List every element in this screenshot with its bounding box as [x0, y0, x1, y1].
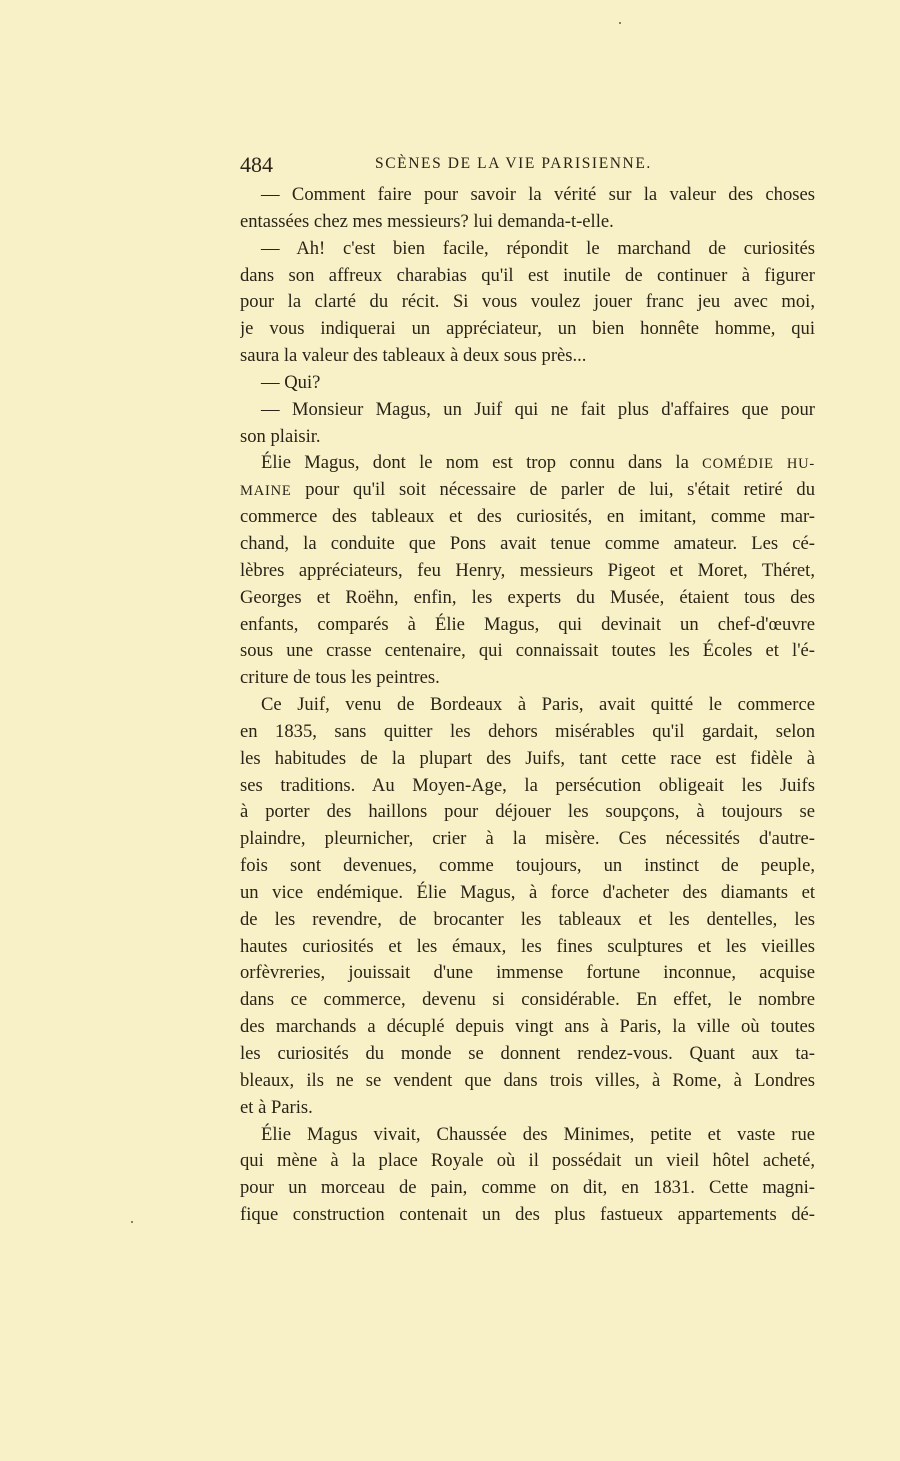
line-text: Ce Juif, venu de Bordeaux à Paris, avait quitté le commerce: [261, 694, 815, 716]
line-text: hautes curiosités et les émaux, les fines sculptures et les vieilles: [240, 935, 815, 957]
text-line: [240, 289, 815, 316]
page-header: [240, 152, 815, 178]
line-text: orfèvreries, jouissait d'une immense fortune inconnue, acquise: [240, 962, 815, 984]
text-line: [240, 504, 815, 531]
text-line: [240, 1041, 815, 1068]
text-line: [240, 531, 815, 558]
line-text: un vice endémique. Élie Magus, à force d'acheter des diamants et: [240, 881, 815, 903]
scan-speck: [619, 22, 621, 24]
text-line: [240, 450, 815, 477]
text-line: [240, 773, 815, 800]
text-line: [240, 612, 815, 639]
text-line: [240, 1014, 815, 1041]
text-line: [240, 719, 815, 746]
text-line: [240, 826, 815, 853]
line-text: — Comment faire pour savoir la vérité sur la valeur des choses: [261, 184, 815, 205]
line-text: et à Paris.: [240, 1096, 313, 1118]
text-line: [240, 343, 815, 370]
line-text: chand, la conduite que Pons avait tenue comme amateur. Les cé-: [240, 532, 815, 554]
text-line: [240, 907, 815, 934]
text-line: [240, 880, 815, 907]
line-text: pour un morceau de pain, comme on dit, en 1831. Cette magni-: [240, 1177, 815, 1199]
line-text: je vous indiquerai un appréciateur, un bien honnête homme, qui: [240, 318, 815, 340]
line-text: son plaisir.: [240, 425, 321, 447]
page-number: 484: [240, 152, 273, 177]
text-line: [240, 397, 815, 424]
small-caps-text: COMÉDIE HU-: [702, 456, 815, 473]
text-line: [240, 263, 815, 290]
text-line: [240, 1175, 815, 1202]
text-line: [240, 477, 815, 504]
line-text: qui mène à la place Royale où il possédait un vieil hôtel acheté,: [240, 1150, 815, 1172]
text-line: [240, 638, 815, 665]
text-line: [240, 934, 815, 961]
text-line: [240, 1148, 815, 1175]
body-text: [240, 182, 815, 1229]
line-text: entassées chez mes messieurs? lui demanda-t-elle.: [240, 210, 614, 232]
text-line: [240, 1095, 815, 1122]
text-line: [240, 182, 815, 209]
text-line: [240, 316, 815, 343]
line-text: à porter des haillons pour déjouer les soupçons, à toujours se: [240, 801, 815, 823]
line-text: dans ce commerce, devenu si considérable. En effet, le nombre: [240, 989, 815, 1011]
line-text: commerce des tableaux et des curiosités, en imitant, comme mar-: [240, 506, 815, 528]
line-text: — Monsieur Magus, un Juif qui ne fait plus d'affaires que pour: [261, 398, 815, 420]
text-line: [240, 960, 815, 987]
line-text: enfants, comparés à Élie Magus, qui devinait un chef-d'œuvre: [240, 613, 815, 635]
line-text: les curiosités du monde se donnent rendez-vous. Quant aux ta-: [240, 1043, 815, 1064]
line-text: bleaux, ils ne se vendent que dans trois villes, à Rome, à Londres: [240, 1069, 815, 1091]
text-line: [240, 370, 815, 397]
line-text: fois sont devenues, comme toujours, un instinct de peuple,: [240, 855, 815, 877]
line-text: sous une crasse centenaire, qui connaissait toutes les Écoles et l'é-: [240, 640, 815, 662]
text-line: [240, 585, 815, 612]
text-line: [240, 799, 815, 826]
text-line: [240, 853, 815, 880]
line-text: dans son affreux charabias qu'il est inutile de continuer à figurer: [240, 264, 815, 286]
scan-speck: [131, 1221, 133, 1223]
line-text: plaindre, pleurnicher, crier à la misère. Ces nécessités d'autre-: [240, 828, 815, 850]
line-text: Élie Magus vivait, Chaussée des Minimes, petite et vaste rue: [261, 1123, 815, 1145]
line-text: — Ah! c'est bien facile, répondit le marchand de curiosités: [261, 237, 815, 259]
line-text: de les revendre, de brocanter les tableaux et les dentelles, les: [240, 908, 815, 930]
line-text: saura la valeur des tableaux à deux sous près...: [240, 345, 587, 367]
line-text: Georges et Roëhn, enfin, les experts du Musée, étaient tous des: [240, 586, 815, 608]
line-text: des marchands a décuplé depuis vingt ans à Paris, la ville où toutes: [240, 1016, 815, 1038]
text-line: [240, 558, 815, 585]
small-caps-text: MAINE: [240, 483, 292, 500]
line-text: fique construction contenait un des plus fastueux appartements dé-: [240, 1204, 815, 1226]
line-text: pour qu'il soit nécessaire de parler de lui, s'était retiré du: [291, 479, 815, 501]
line-text: lèbres appréciateurs, feu Henry, messieurs Pigeot et Moret, Théret,: [240, 559, 815, 581]
text-line: [240, 692, 815, 719]
running-title: SCÈNES DE LA VIE PARISIENNE.: [375, 155, 652, 172]
text-line: [240, 665, 815, 692]
line-text: ses traditions. Au Moyen-Age, la persécution obligeait les Juifs: [240, 774, 815, 796]
text-line: [240, 746, 815, 773]
text-line: [240, 209, 815, 236]
text-line: [240, 987, 815, 1014]
text-line: [240, 1122, 815, 1149]
text-line: [240, 1202, 815, 1229]
text-line: [240, 1068, 815, 1095]
line-text: Élie Magus, dont le nom est trop connu dans la: [261, 452, 703, 474]
line-text: en 1835, sans quitter les dehors misérables qu'il gardait, selon: [240, 720, 815, 742]
text-line: [240, 424, 815, 451]
line-text: — Qui?: [261, 371, 321, 393]
text-line: [240, 236, 815, 263]
line-text: pour la clarté du récit. Si vous voulez jouer franc jeu avec moi,: [240, 291, 815, 313]
line-text: les habitudes de la plupart des Juifs, tant cette race est fidèle à: [240, 747, 815, 769]
line-text: criture de tous les peintres.: [240, 667, 440, 689]
